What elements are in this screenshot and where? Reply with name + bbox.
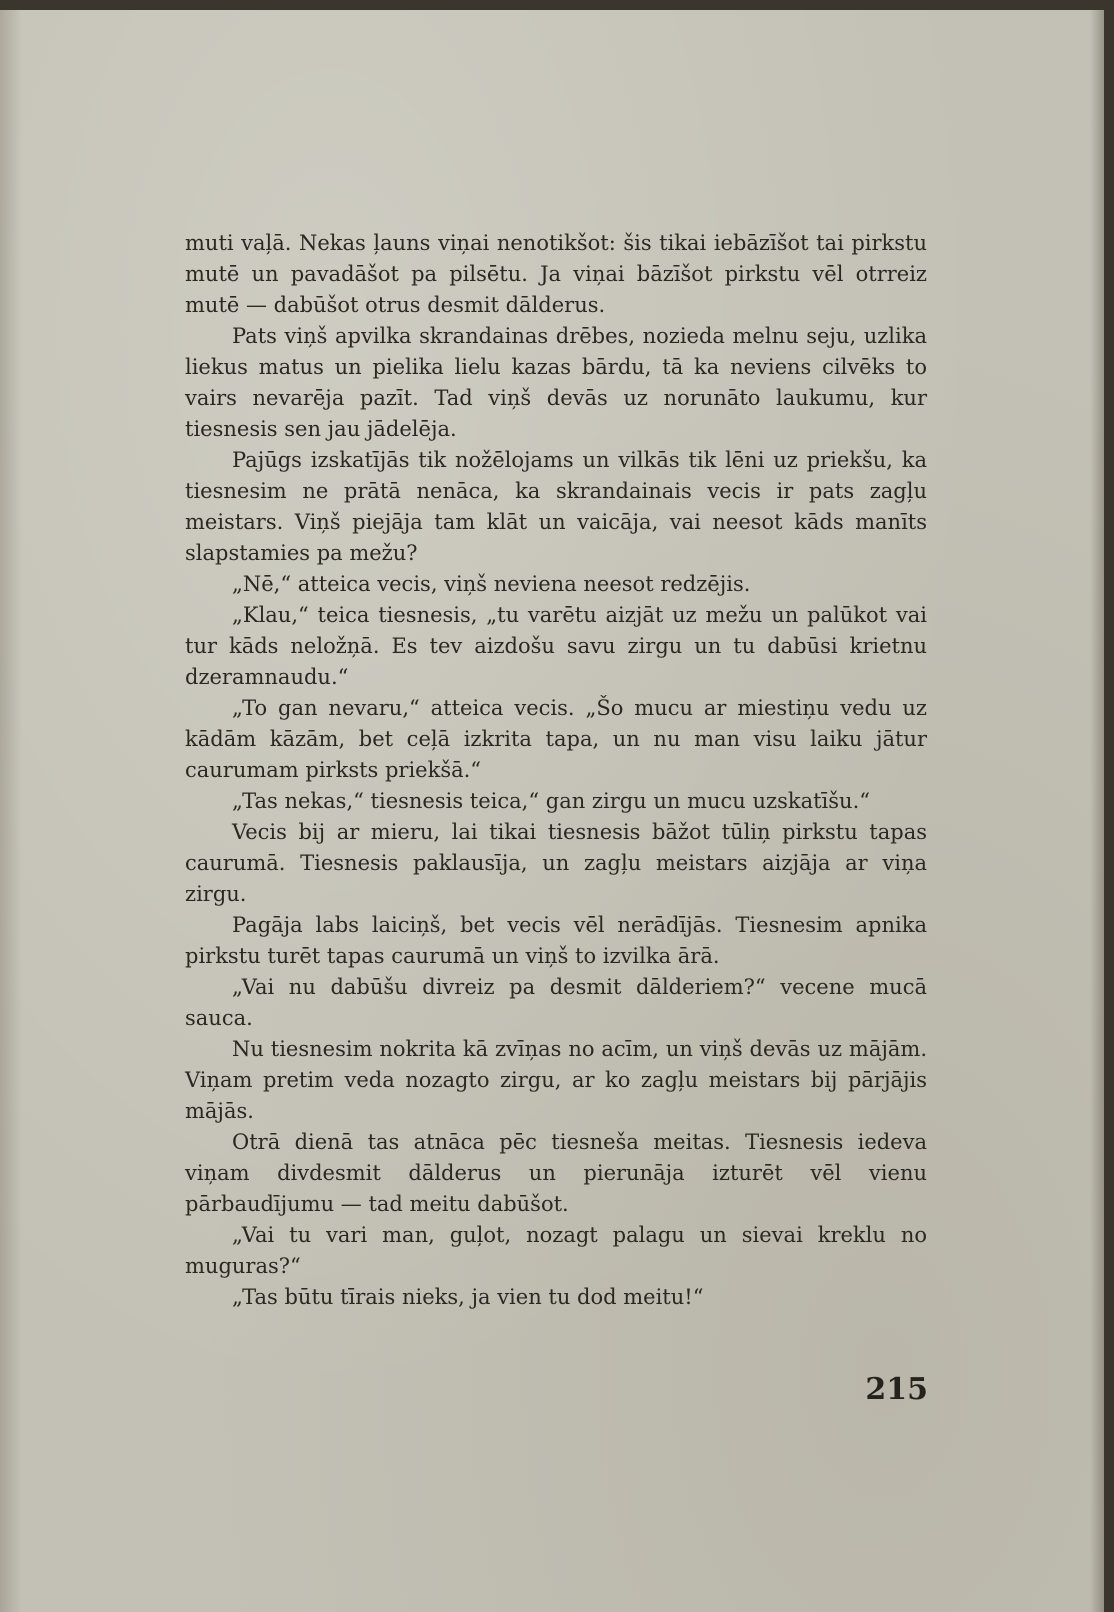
dialogue-paragraph: „Vai nu dabūšu divreiz pa desmit dālderiem?“ vecene mucā sauca.	[185, 975, 927, 1030]
paragraph: Pajūgs izskatījās tik nožēlojams un vilkās tik lēni uz priekšu, ka tiesnesim ne prātā nenāca, ka skrandainais vecis ir pats zagļu meistars. Viņš piejāja tam klāt un vaicāja, vai neesot kāds manīts slapstamies pa mežu?	[185, 448, 927, 565]
paragraph-continuation: muti vaļā. Nekas ļauns viņai nenotikšot: šis tikai iebāzīšot tai pirkstu mutē un pavadāšot pa pilsētu. Ja viņai bāzīšot pirkstu vēl otrreiz mutē — dabūšot otrus desmit dālderus.	[185, 231, 927, 317]
dialogue-paragraph: „Tas nekas,“ tiesnesis teica,“ gan zirgu un mucu uzskatīšu.“	[232, 789, 870, 813]
dialogue-paragraph: „To gan nevaru,“ atteica vecis. „Šo mucu ar miestiņu vedu uz kādām kāzām, bet ceļā izkrita tapa, un nu man visu laiku jātur caurumam pirksts priekšā.“	[185, 696, 927, 782]
dialogue-paragraph: „Tas būtu tīrais nieks, ja vien tu dod meitu!“	[232, 1285, 704, 1309]
dialogue-paragraph: „Nē,“ atteica vecis, viņš neviena neesot redzējis.	[232, 572, 751, 596]
paragraph: Pagāja labs laiciņš, bet vecis vēl nerādījās. Tiesnesim apnika pirkstu turēt tapas caurumā un viņš to izvilka ārā.	[185, 913, 927, 968]
page-right-shadow	[1090, 10, 1104, 1612]
paragraph: Vecis bij ar mieru, lai tikai tiesnesis bāžot tūliņ pirkstu tapas caurumā. Tiesnesis paklausīja, un zagļu meistars aizjāja ar viņa zirgu.	[185, 820, 927, 906]
page-left-shadow	[0, 10, 22, 1612]
paragraph: Pats viņš apvilka skrandainas drēbes, nozieda melnu seju, uzlika liekus matus un pielika lielu kazas bārdu, tā ka neviens cilvēks to vairs nevarēja pazīt. Tad viņš devās uz norunāto laukumu, kur tiesnesis sen jau jādelēja.	[185, 324, 927, 441]
page-number: 215	[865, 1372, 928, 1407]
book-page	[0, 10, 1104, 1612]
dialogue-paragraph: „Klau,“ teica tiesnesis, „tu varētu aizjāt uz mežu un palūkot vai tur kāds neložņā. Es tev aizdošu savu zirgu un tu dabūsi krietnu dzeramnaudu.“	[185, 603, 927, 689]
body-text	[185, 228, 927, 1313]
paragraph: Nu tiesnesim nokrita kā zvīņas no acīm, un viņš devās uz mājām. Viņam pretim veda nozagto zirgu, ar ko zagļu meistars bij pārjājis mājās.	[185, 1037, 927, 1123]
dialogue-paragraph: „Vai tu vari man, guļot, nozagt palagu un sievai kreklu no muguras?“	[185, 1223, 927, 1278]
paragraph: Otrā dienā tas atnāca pēc tiesneša meitas. Tiesnesis iedeva viņam divdesmit dālderus un pierunāja izturēt vēl vienu pārbaudījumu — tad meitu dabūšot.	[185, 1130, 927, 1216]
